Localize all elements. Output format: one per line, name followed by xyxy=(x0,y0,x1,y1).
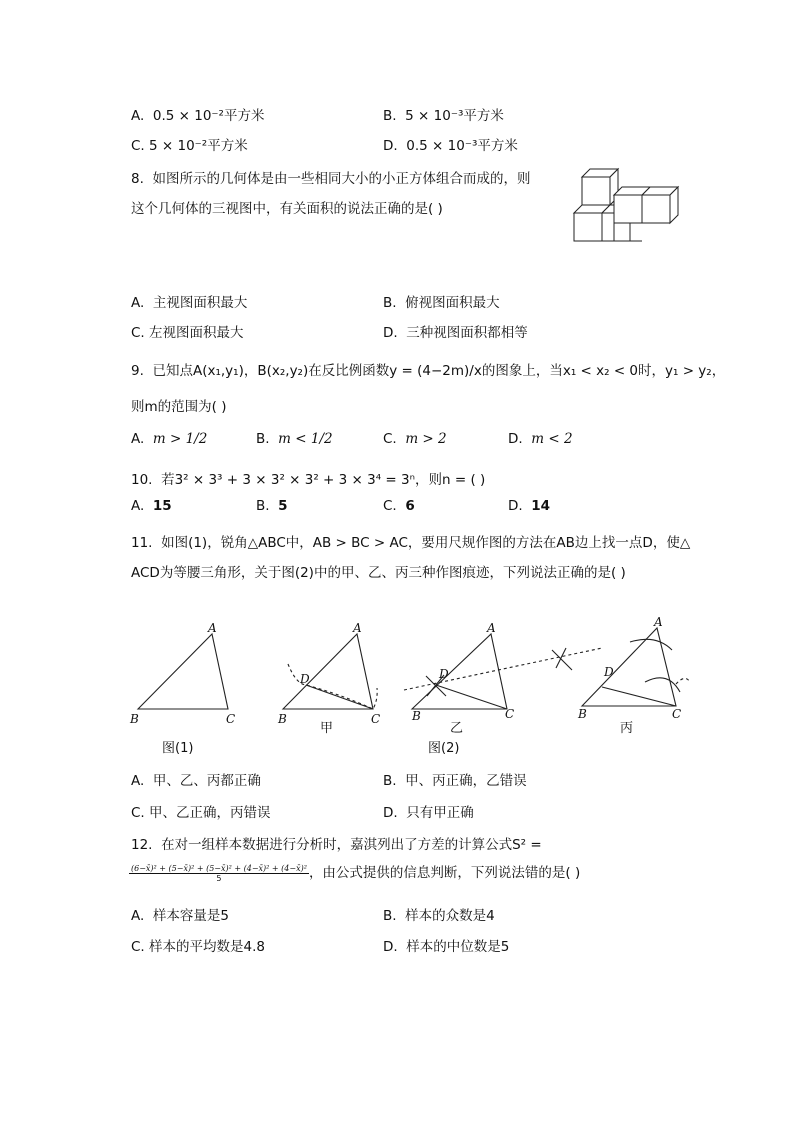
q8-option-a: A. 主视图面积最大 xyxy=(131,295,248,311)
q9-option-c: C. m > 2 xyxy=(383,431,447,447)
q11-stem-line1: 11. 如图(1)，锐角△ABC中，AB > BC > AC，要用尺规作图的方法在AB边上找一点D，使△ xyxy=(131,535,691,551)
q10-stem: 10. 若3² × 3³ + 3 × 3² × 3² + 3 × 3⁴ = 3ⁿ，则n = ( ) xyxy=(131,472,486,488)
q7-option-c: C. 5 × 10⁻²平方米 xyxy=(131,138,248,154)
yi-label-b: B xyxy=(412,709,421,723)
fig1-label-c: C xyxy=(226,712,236,726)
q9-option-d: D. m < 2 xyxy=(508,431,573,447)
q11-option-a: A. 甲、乙、丙都正确 xyxy=(131,773,261,789)
fig2-caption: 图(2) xyxy=(428,741,460,756)
q8-option-b: B. 俯视图面积最大 xyxy=(383,295,500,311)
jia-caption: 甲 xyxy=(320,721,334,736)
fig1-caption: 图(1) xyxy=(162,741,194,756)
q9-stem-line1: 9. 已知点A(x₁,y₁)，B(x₂,y₂)在反比例函数y = (4−2m)/x的图象上，当x₁ < x₂ < 0时，y₁ > y₂， xyxy=(131,363,726,379)
fig1-label-b: B xyxy=(130,712,139,726)
q12-stem-line2: $\frac{\text{(6−x̄)² + (5−x̄)² + (5−x̄)² + (4−x̄)² + (4−x̄)²}}{5}$ ，由公式提供的信息判断，下列说法错的是( ) xyxy=(131,863,581,883)
q12-option-b: B. 样本的众数是4 xyxy=(383,908,495,924)
q9-option-a: A. m > 1/2 xyxy=(131,431,208,447)
jia-label-c: C xyxy=(371,712,381,726)
jia-label-d: D xyxy=(300,672,310,686)
q11-stem-line2: ACD为等腰三角形，关于图(2)中的甲、乙、丙三种作图痕迹，下列说法正确的是( ) xyxy=(131,565,626,581)
bing-caption: 丙 xyxy=(620,721,634,736)
q10-option-b: B. 5 xyxy=(256,498,288,514)
jia-label-a: A xyxy=(353,621,362,635)
variance-formula: $\frac{\text{(6−x̄)² + (5−x̄)² + (5−x̄)² + (4−x̄)² + (4−x̄)²}}{5}$ xyxy=(131,863,307,883)
q12-option-d: D. 样本的中位数是5 xyxy=(383,939,510,955)
q8-stem-line2: 这个几何体的三视图中，有关面积的说法正确的是( ) xyxy=(131,201,443,217)
q10-option-a: A. 15 xyxy=(131,498,172,514)
yi-label-a: A xyxy=(487,621,496,635)
yi-label-d: D xyxy=(439,667,449,681)
q10-option-c: C. 6 xyxy=(383,498,415,514)
q7-option-d: D. 0.5 × 10⁻³平方米 xyxy=(383,138,518,154)
bing-label-b: B xyxy=(578,707,587,721)
q11-construction-figures xyxy=(120,612,700,762)
q10-option-d: D. 14 xyxy=(508,498,551,514)
q8-option-d: D. 三种视图面积都相等 xyxy=(383,325,528,341)
q12-option-a: A. 样本容量是5 xyxy=(131,908,229,924)
q7-option-a: A. 0.5 × 10⁻²平方米 xyxy=(131,108,265,124)
q11-option-c: C. 甲、乙正确，丙错误 xyxy=(131,805,271,821)
q8-stem-line1: 8. 如图所示的几何体是由一些相同大小的小正方体组合而成的，则 xyxy=(131,171,531,187)
q12-option-c: C. 样本的平均数是4.8 xyxy=(131,939,265,955)
q11-option-b: B. 甲、丙正确，乙错误 xyxy=(383,773,527,789)
q11-option-d: D. 只有甲正确 xyxy=(383,805,474,821)
q7-option-b: B. 5 × 10⁻³平方米 xyxy=(383,108,504,124)
q12-stem-line1: 12. 在对一组样本数据进行分析时，嘉淇列出了方差的计算公式S² = xyxy=(131,837,542,853)
q8-option-c: C. 左视图面积最大 xyxy=(131,325,244,341)
bing-label-c: C xyxy=(672,707,682,721)
jia-label-b: B xyxy=(278,712,287,726)
yi-label-c: C xyxy=(505,707,515,721)
q9-option-b: B. m < 1/2 xyxy=(256,431,333,447)
q8-cube-figure xyxy=(572,165,692,245)
bing-label-d: D xyxy=(604,665,614,679)
yi-caption: 乙 xyxy=(450,721,464,736)
q9-stem-line2: 则m的范围为( ) xyxy=(131,399,227,415)
bing-label-a: A xyxy=(654,615,663,629)
fig1-label-a: A xyxy=(208,621,217,635)
